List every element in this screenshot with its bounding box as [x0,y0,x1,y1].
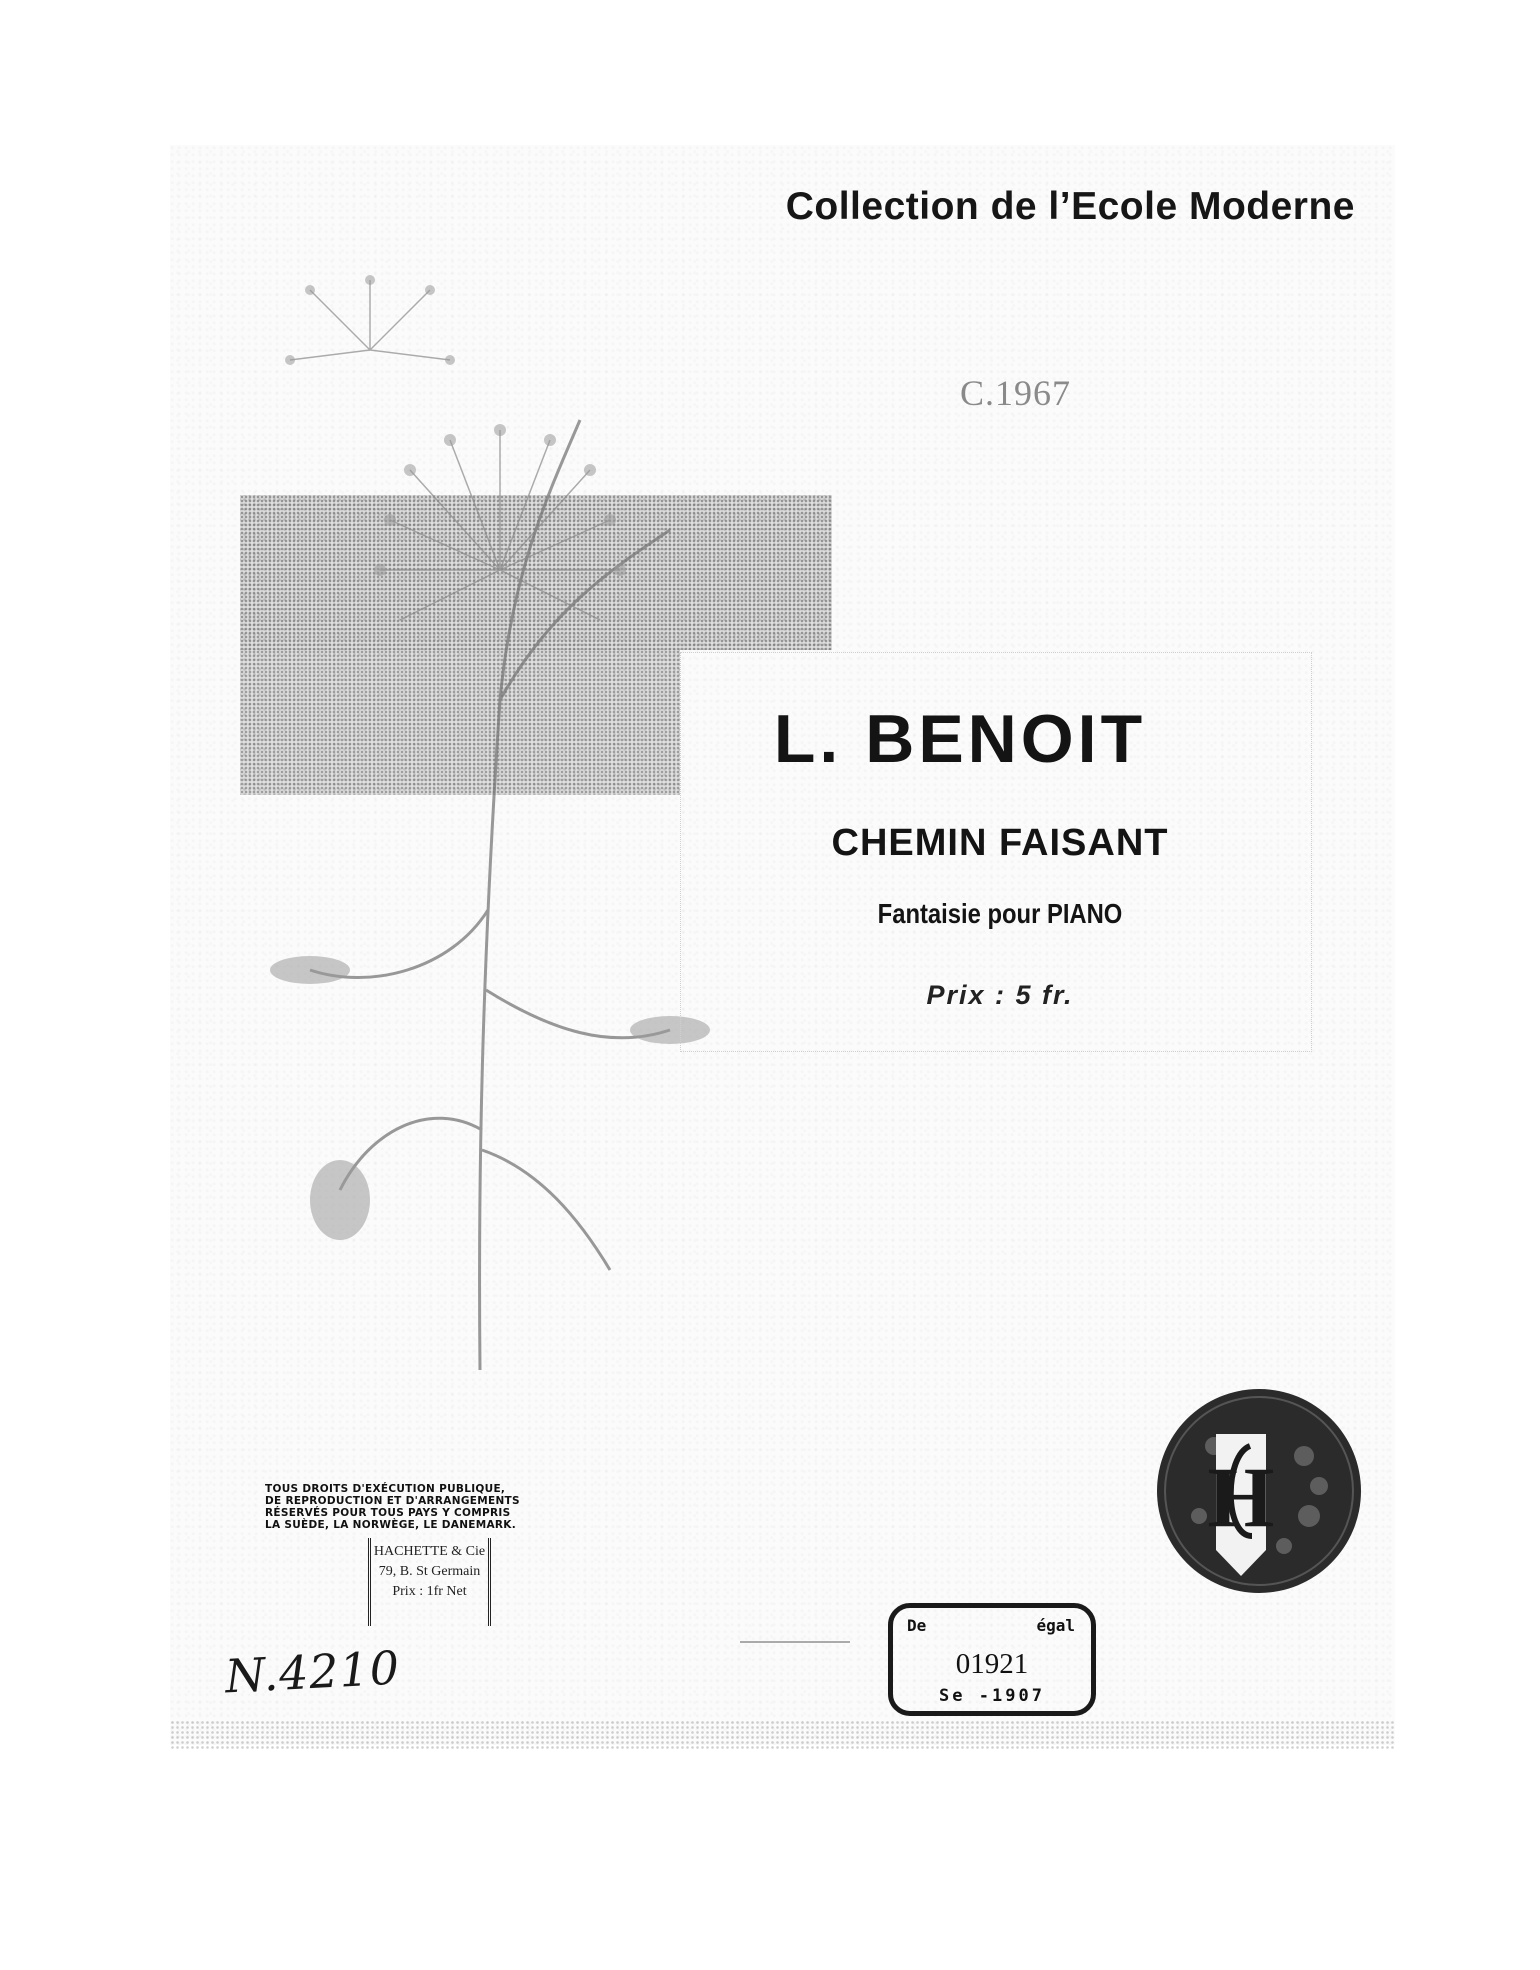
composer-name: L. BENOIT [773,701,1147,777]
catalog-number: C.1967 [960,373,1072,413]
svg-text:H: H [1207,1449,1275,1545]
dealer-stamp-line: Prix : 1fr Net [392,1584,467,1599]
piece-subtitle: Fantaisie pour PIANO [877,898,1123,929]
depot-stamp-number: 01921 [955,1648,1029,1680]
bottom-stipple-band [170,1720,1395,1750]
rights-notice [265,1483,575,1531]
piece-title: CHEMIN FAISANT [831,822,1169,864]
depot-stamp-line: De [907,1616,927,1635]
dealer-stamp-line: HACHETTE & Cie [373,1544,486,1559]
hachette-monogram-seal-icon [1154,1386,1364,1596]
dealer-stamp-line: 79, B. St Germain [378,1564,481,1579]
depot-stamp-date: Se -1907 [939,1686,1045,1706]
rights-line: RÉSERVÉS POUR TOUS PAYS Y COMPRIS [265,1507,511,1519]
rights-line: TOUS DROITS D'EXÉCUTION PUBLIQUE, [265,1483,506,1495]
dealer-stamp [368,1538,491,1626]
handwritten-inventory-number: N.4210 [223,1640,402,1704]
legal-deposit-stamp [888,1603,1096,1716]
collection-title: Collection de l’Ecole Moderne [785,185,1355,228]
printer-imprint-line [740,1639,850,1645]
price-label: Prix : 5 fr. [926,980,1074,1010]
depot-stamp-line: égal [1036,1616,1075,1635]
printer-imprint [740,1639,860,1647]
rights-line: DE REPRODUCTION ET D'ARRANGEMENTS [265,1495,520,1507]
rights-line: LA SUÈDE, LA NORWÈGE, LE DANEMARK. [265,1519,517,1531]
